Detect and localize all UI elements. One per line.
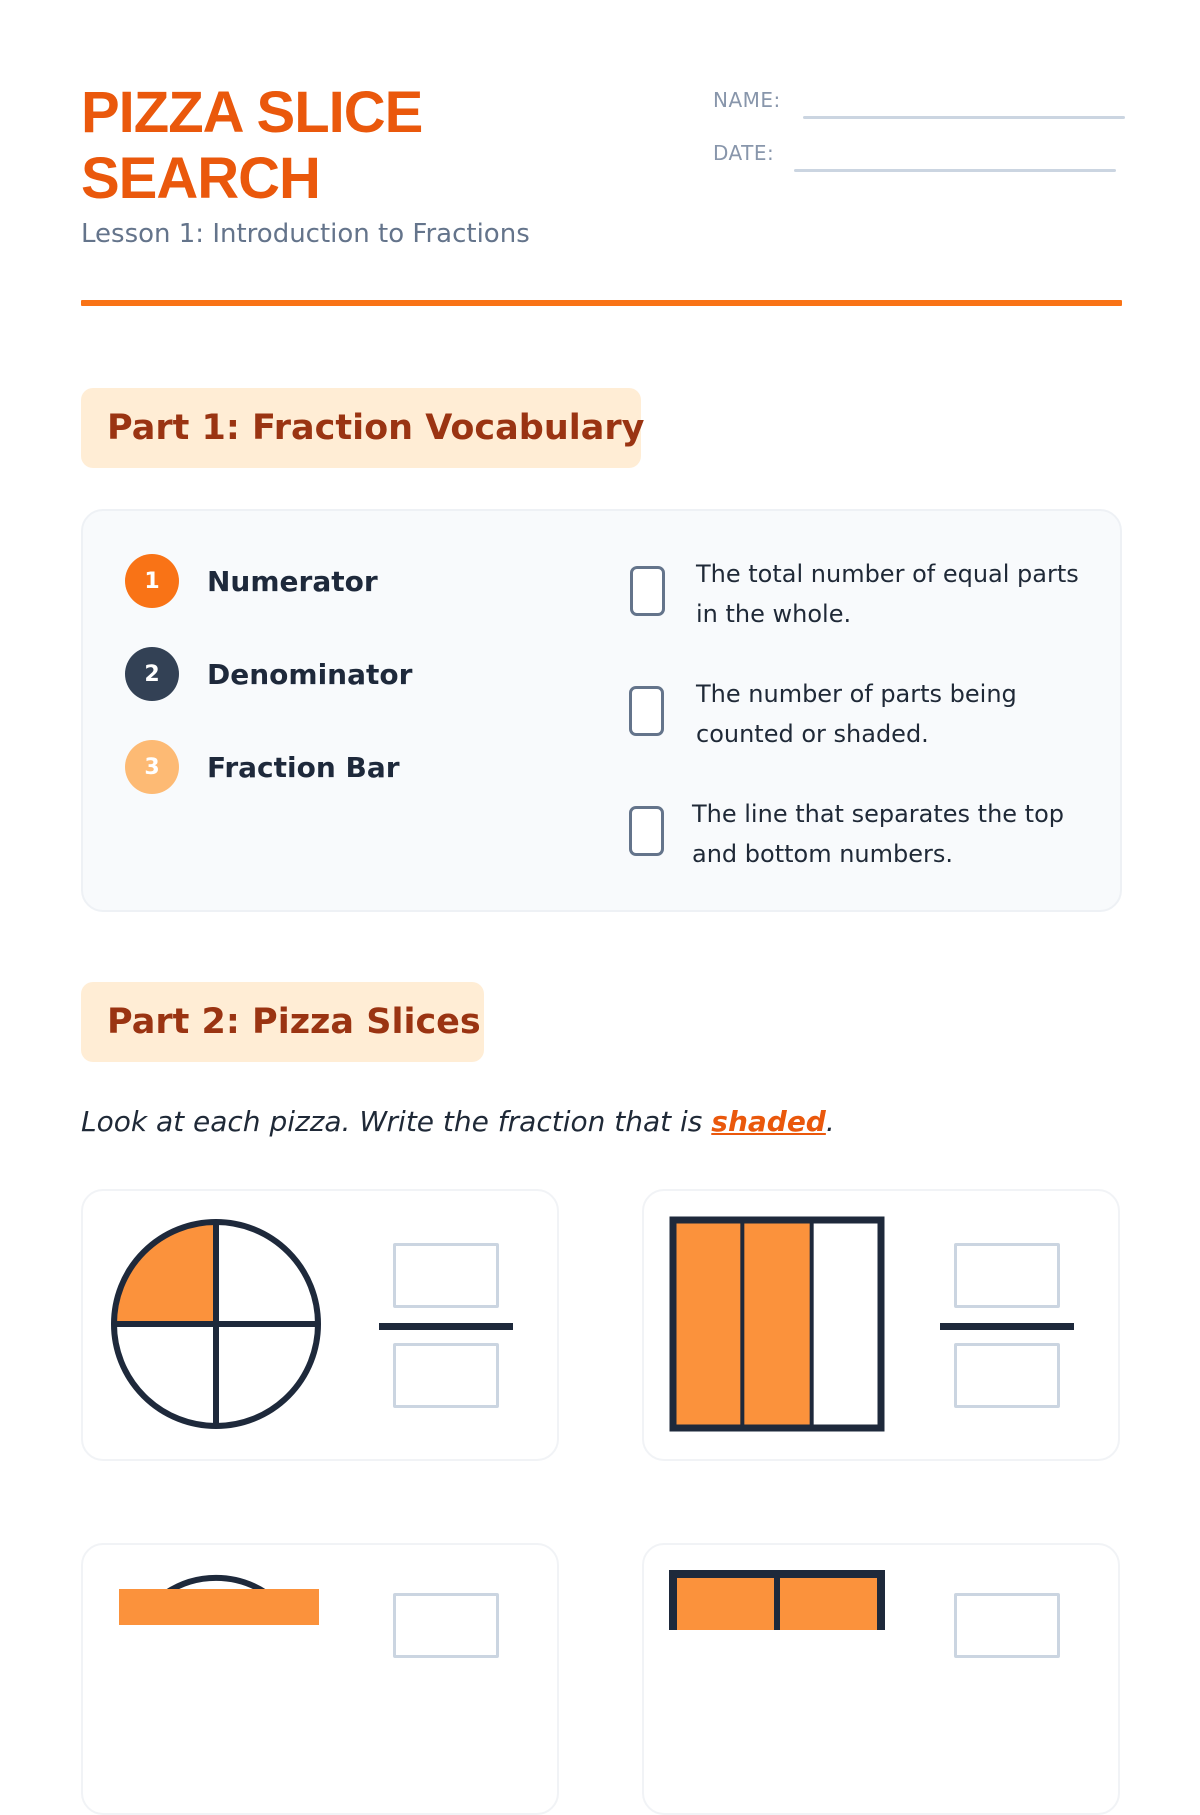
definition-answer-box-3[interactable] <box>629 806 664 856</box>
pizza-slice <box>742 1220 811 1428</box>
term-number-badge: 3 <box>125 740 179 794</box>
pizza-diagram-partial <box>108 1565 324 1625</box>
denominator-answer-box[interactable] <box>393 1343 499 1408</box>
definition-text-2: The number of parts being counted or shaded. <box>696 680 1017 748</box>
numerator-answer-box[interactable] <box>954 1593 1060 1658</box>
header-divider <box>81 300 1122 306</box>
date-line[interactable] <box>794 169 1116 172</box>
lesson-subtitle: Lesson 1: Introduction to Fractions <box>81 219 530 249</box>
pizza-slice <box>812 1220 881 1428</box>
pizza-card-3 <box>81 1543 559 1815</box>
term-label: Numerator <box>207 564 378 598</box>
numerator-answer-box[interactable] <box>393 1243 499 1308</box>
part2-instructions <box>81 1105 835 1138</box>
part2-heading: Part 2: Pizza Slices <box>81 982 484 1062</box>
instructions-end: . <box>825 1105 835 1138</box>
term-item-3 <box>125 740 400 794</box>
term-label: Denominator <box>207 657 413 691</box>
definition-answer-box-2[interactable] <box>629 686 664 736</box>
denominator-answer-box[interactable] <box>954 1343 1060 1408</box>
term-item-2 <box>125 647 412 701</box>
name-label: NAME: <box>713 88 781 112</box>
vocabulary-panel <box>81 509 1122 912</box>
pizza-slice <box>673 1220 742 1428</box>
numerator-answer-box[interactable] <box>954 1243 1060 1308</box>
term-label: Fraction Bar <box>207 750 400 784</box>
definition-answer-box-1[interactable] <box>630 566 665 616</box>
date-label: DATE: <box>713 141 775 165</box>
numerator-answer-box[interactable] <box>393 1593 499 1658</box>
term-item-1 <box>125 554 378 608</box>
worksheet-title: PIZZA SLICE SEARCH <box>81 80 423 211</box>
name-line[interactable] <box>803 116 1125 119</box>
term-number-badge: 2 <box>125 647 179 701</box>
pizza-diagram-partial <box>669 1570 885 1630</box>
fraction-bar <box>379 1323 513 1330</box>
pizza-card-4 <box>642 1543 1120 1815</box>
instructions-highlight: shaded <box>711 1105 826 1138</box>
part1-heading: Part 1: Fraction Vocabulary <box>81 388 641 468</box>
pizza-card-1 <box>81 1189 559 1461</box>
partial-shaded-part <box>119 1589 319 1625</box>
fraction-bar <box>940 1323 1074 1330</box>
pizza-rectangle-diagram <box>669 1216 885 1432</box>
term-number-badge: 1 <box>125 554 179 608</box>
definition-text-3: The line that separates the top and bottom numbers. <box>692 800 1065 868</box>
definition-text-1: The total number of equal parts in the whole. <box>696 560 1079 628</box>
instructions-text: Look at each pizza. Write the fraction that is <box>81 1105 712 1138</box>
pizza-card-2 <box>642 1189 1120 1461</box>
pizza-circle-diagram <box>108 1216 324 1432</box>
